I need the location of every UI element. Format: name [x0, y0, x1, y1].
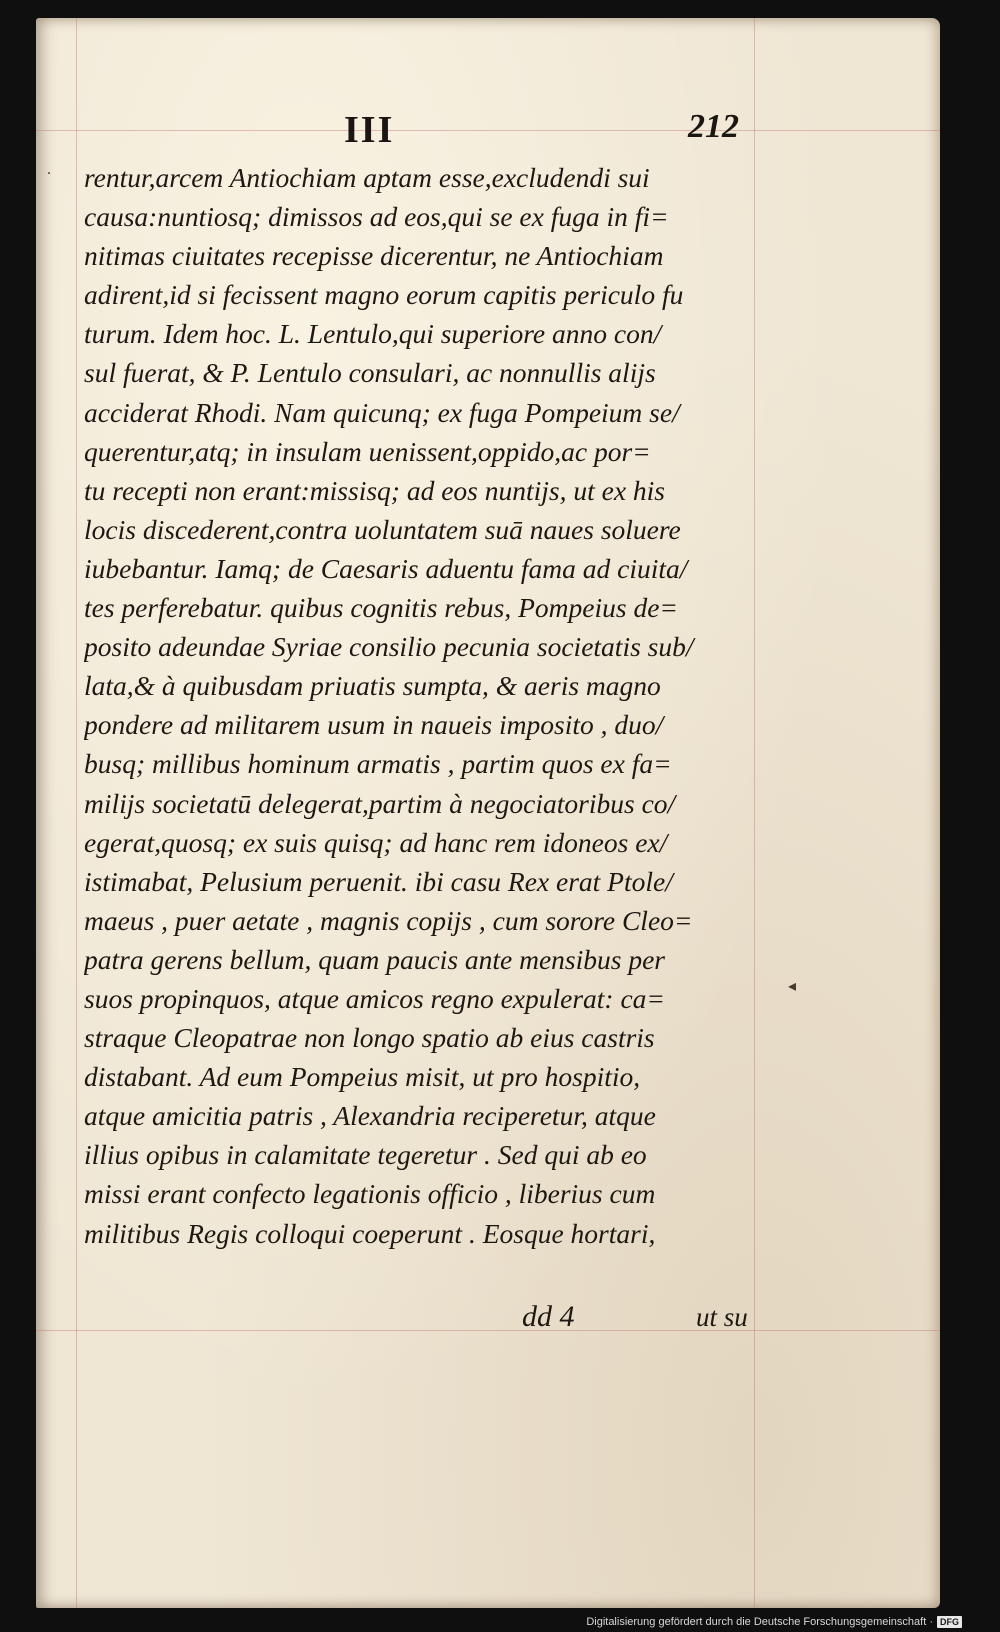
text-line: lata,& à quibusdam priuatis sumpta, & aeris magno — [84, 670, 661, 702]
ruling-line — [76, 18, 77, 1608]
text-line: egerat,quosq; ex suis quisq; ad hanc rem idoneos ex/ — [84, 826, 668, 858]
signature-mark: dd 4 — [522, 1300, 575, 1333]
text-line: militibus Regis colloqui coeperunt . Eosque hortari, — [84, 1217, 656, 1249]
text-line: milijs societatū delegerat,partim à negociatoribus co/ — [84, 787, 676, 819]
book-page — [36, 18, 940, 1608]
text-line: distabant. Ad eum Pompeius misit, ut pro hospitio, — [84, 1061, 641, 1093]
text-line: maeus , puer aetate , magnis copijs , cum sorore Cleo= — [84, 904, 693, 936]
text-line: querentur,atq; in insulam uenissent,oppido,ac por= — [84, 435, 651, 467]
text-line: adirent,id si fecissent magno eorum capitis periculo fu — [84, 279, 684, 311]
text-line: nitimas ciuitates recepisse dicerentur, ne Antiochiam — [84, 240, 664, 272]
margin-speck: ◂ — [788, 978, 797, 995]
text-line: tu recepti non erant:missisq; ad eos nuntijs, ut ex his — [84, 474, 666, 506]
text-line: patra gerens bellum, quam paucis ante mensibus per — [84, 943, 666, 975]
catchword: ut su — [696, 1302, 748, 1332]
text-line: rentur,arcem Antiochiam aptam esse,excludendi sui — [84, 162, 650, 193]
page-number: 212 — [688, 108, 739, 145]
ruling-line — [36, 1330, 940, 1331]
text-line: posito adeundae Syriae consilio pecunia societatis sub/ — [84, 631, 694, 663]
footer-credit: Digitalisierung gefördert durch die Deutsche Forschungsgemeinschaft · — [586, 1616, 933, 1628]
text-line: illius opibus in calamitate tegeretur . Sed qui ab eo — [84, 1139, 647, 1171]
text-line: suos propinquos, atque amicos regno expulerat: ca= — [84, 982, 665, 1014]
text-line: straque Cleopatrae non longo spatio ab eius castris — [84, 1022, 655, 1054]
text-line: busq; millibus hominum armatis , partim quos ex fa= — [84, 748, 672, 780]
text-line: tes perferebatur. quibus cognitis rebus, Pompeius de= — [84, 592, 678, 624]
footer — [586, 1616, 962, 1628]
text-line: locis discederent,contra uoluntatem suā naues soluere — [84, 513, 681, 545]
text-line: iubebantur. Iamq; de Caesaris aduentu fama ad ciuita/ — [84, 552, 688, 584]
text-line: acciderat Rhodi. Nam quicunq; ex fuga Pompeium se/ — [84, 396, 680, 428]
text-line: missi erant confecto legationis officio , liberius cum — [84, 1178, 656, 1210]
text-line: causa:nuntiosq; dimissos ad eos,qui se ex fuga in fi= — [84, 201, 669, 233]
text-line: istimabat, Pelusium peruenit. ibi casu Rex erat Ptole/ — [84, 865, 673, 897]
text-line: sul fuerat, & P. Lentulo consulari, ac nonnullis alijs — [84, 357, 656, 389]
margin-speck: ˙ — [46, 168, 52, 188]
dfg-logo: DFG — [937, 1616, 962, 1628]
body-text — [84, 158, 792, 1253]
ruling-line — [36, 130, 940, 131]
text-line: pondere ad militarem usum in naueis imposito , duo/ — [84, 709, 664, 741]
page-header-left: III — [344, 109, 395, 151]
text-line: turum. Idem hoc. L. Lentulo,qui superiore anno con/ — [84, 318, 662, 350]
text-line: atque amicitia patris , Alexandria reciperetur, atque — [84, 1100, 656, 1132]
